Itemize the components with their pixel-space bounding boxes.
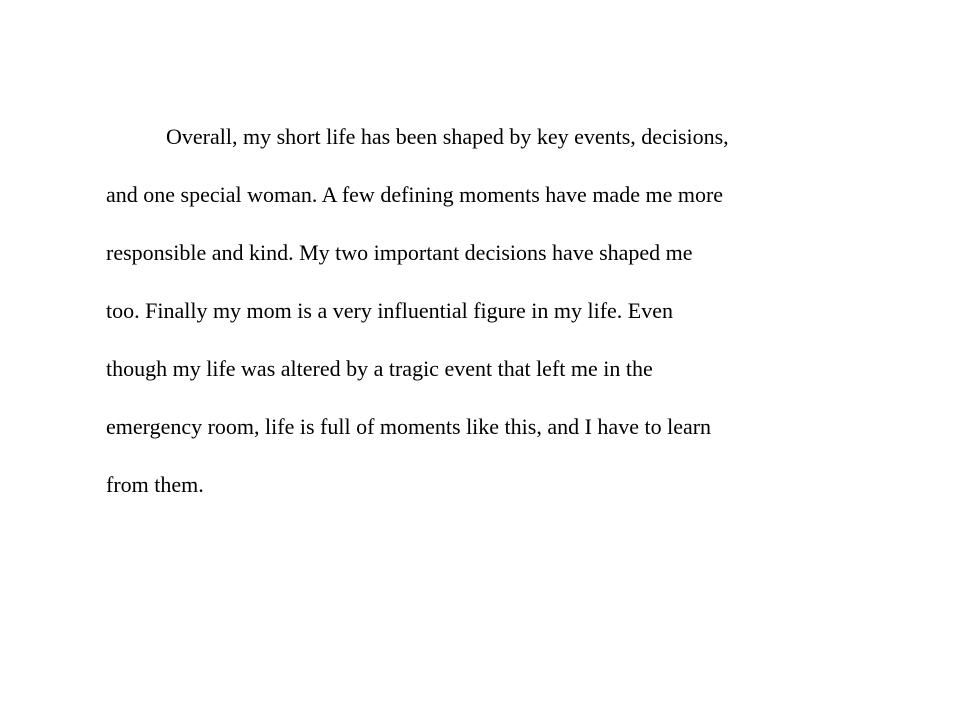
paragraph-line-2: and one special woman. A few defining moments have made me more xyxy=(106,182,724,207)
paragraph-line-5: though my life was altered by a tragic event that left me in the xyxy=(106,356,653,381)
paragraph-line-3: responsible and kind. My two important decisions have shaped me xyxy=(106,240,693,265)
paragraph-line-4: too. Finally my mom is a very influential figure in my life. Even xyxy=(106,298,674,323)
paragraph-line-7: from them. xyxy=(106,472,204,497)
paragraph-line-6: emergency room, life is full of moments like this, and I have to learn xyxy=(106,414,712,439)
paragraph xyxy=(106,116,876,522)
paragraph-line-1: Overall, my short life has been shaped by key events, decisions, xyxy=(166,124,729,149)
